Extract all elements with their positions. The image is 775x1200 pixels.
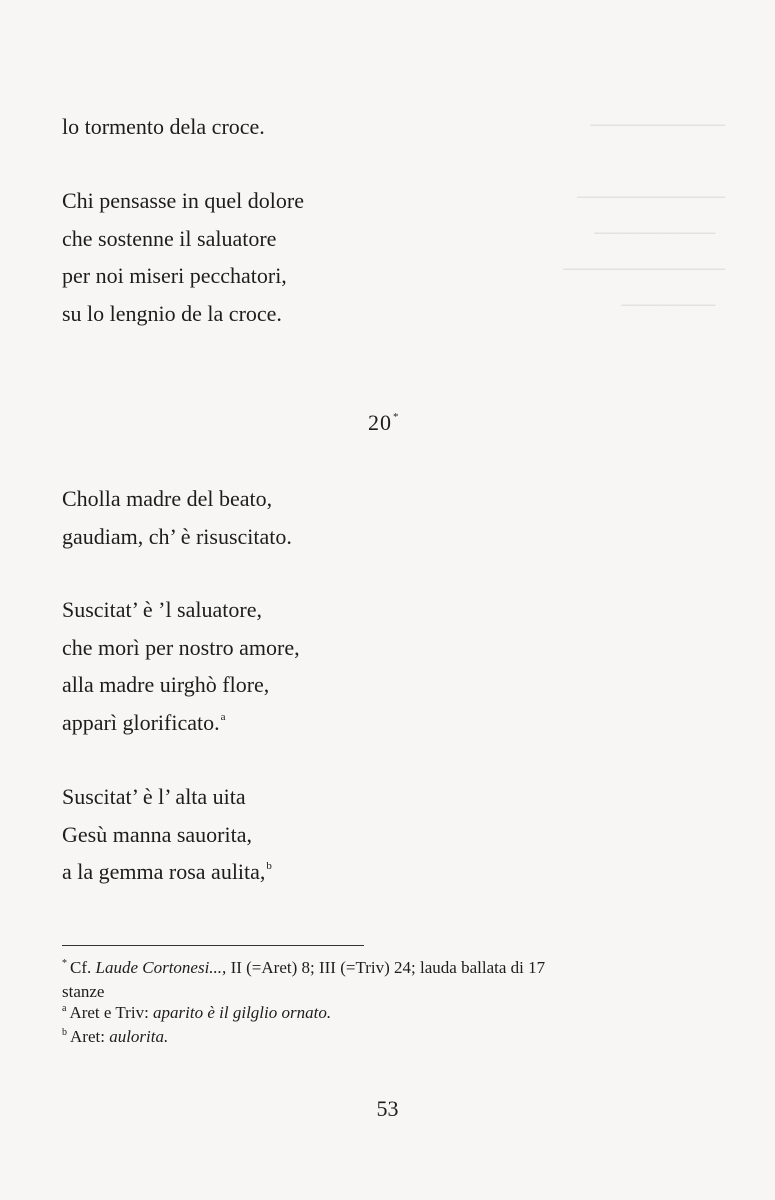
verse-top bbox=[62, 108, 265, 146]
footnote-mark: a bbox=[220, 710, 226, 723]
footnote-mark: b bbox=[266, 860, 272, 872]
stanza-b bbox=[62, 591, 300, 746]
footnote-star: * Cf. Laude Cortonesi..., II (=Aret) 8; III (=Triv) 24; lauda ballata di 17 bbox=[62, 958, 546, 977]
verse-line: lo tormento dela croce. bbox=[62, 114, 265, 139]
verse-line: Suscitat’ è l’ alta uita bbox=[62, 784, 246, 809]
verse-line-with-note: a la gemma rosa aulita,$^b$ bbox=[62, 859, 272, 884]
verse-line: che sostenne il saluatore bbox=[62, 225, 277, 251]
footnote-rule bbox=[62, 945, 364, 946]
footnote-a: $^a$ Aret e Triv: aparito è il gilglio ornato. bbox=[62, 1003, 332, 1022]
show-through-shadow: ────────── ─────────── ───────── ──────────── ─────── bbox=[563, 115, 725, 316]
verse-line: su lo lengnio de la croce. bbox=[62, 300, 282, 326]
poem-number: 20* bbox=[368, 410, 400, 435]
refrain bbox=[62, 480, 292, 555]
verse-line: Suscitat’ è ’l saluatore, bbox=[62, 597, 262, 622]
footnote-mark: * bbox=[393, 411, 400, 423]
footnote-star-continuation: stanze bbox=[62, 982, 105, 1001]
verse-line: gaudiam, ch’ è risuscitato. bbox=[62, 523, 292, 549]
stanza-c bbox=[62, 778, 272, 896]
stanza-a bbox=[62, 182, 304, 332]
verse-line: per noi miseri pecchatori, bbox=[62, 263, 287, 288]
verse-line: Cholla madre del beato, bbox=[62, 486, 273, 511]
page-number: 53 bbox=[376, 1096, 399, 1121]
footnotes bbox=[62, 957, 722, 1050]
footnote-b: $^b$ Aret: aulorita. bbox=[62, 1027, 169, 1046]
verse-line: che morì per nostro amore, bbox=[62, 634, 300, 660]
verse-line-with-note: apparì glorificato.$^a$ bbox=[62, 709, 226, 735]
verse-line: Chi pensasse in quel dolore bbox=[62, 188, 304, 213]
verse-line: Gesù manna sauorita, bbox=[62, 821, 252, 847]
verse-line: alla madre uirghò flore, bbox=[62, 672, 270, 697]
